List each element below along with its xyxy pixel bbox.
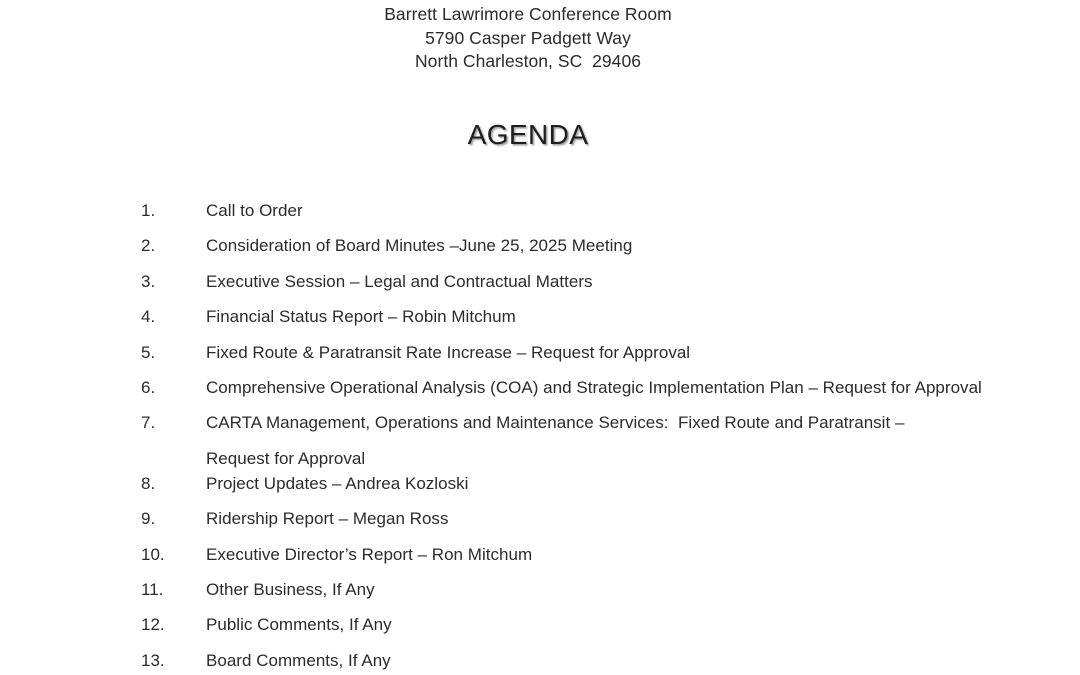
- agenda-item: [0, 612, 1080, 647]
- agenda-item-text: Comprehensive Operational Analysis (COA) and Strategic Implementation Plan – Request for Approval: [206, 377, 982, 397]
- agenda-item: [0, 542, 1080, 577]
- agenda-item-number: 7.: [141, 413, 156, 433]
- agenda-item-number: 5.: [141, 342, 156, 362]
- agenda-item: [0, 648, 1080, 675]
- agenda-item-text: Executive Session – Legal and Contractual Matters: [206, 271, 593, 291]
- agenda-item-text: Board Comments, If Any: [206, 650, 391, 670]
- agenda-item-text: Executive Director’s Report – Ron Mitchum: [206, 544, 533, 564]
- agenda-item: [0, 471, 1080, 506]
- agenda-item: [0, 233, 1080, 268]
- agenda-item-text: Ridership Report – Megan Ross: [206, 509, 449, 529]
- agenda-item-number: 3.: [141, 271, 156, 291]
- letterhead-line-street: 5790 Casper Padgett Way: [425, 27, 631, 48]
- agenda-item-number: 13.: [141, 650, 165, 670]
- agenda-item-text: Financial Status Report – Robin Mitchum: [206, 307, 516, 327]
- agenda-item: [0, 340, 1080, 375]
- page-title: AGENDA: [467, 119, 589, 150]
- agenda-item-text: CARTA Management, Operations and Maintenance Services: Fixed Route and Paratransit –: [206, 413, 905, 433]
- agenda-item-number: 12.: [141, 615, 165, 635]
- letterhead-line-venue: Barrett Lawrimore Conference Room: [384, 4, 672, 24]
- agenda-item: [0, 198, 1080, 233]
- agenda-item-number: 11.: [141, 580, 164, 600]
- agenda-item: [0, 269, 1080, 304]
- agenda-item: [0, 375, 1080, 410]
- agenda-item-text: Fixed Route & Paratransit Rate Increase – Request for Approval: [206, 342, 691, 362]
- agenda-item-number: 10.: [141, 544, 165, 564]
- agenda-item-number: 1.: [141, 201, 156, 220]
- agenda-item-number: 4.: [141, 307, 156, 327]
- agenda-item-text: Project Updates – Andrea Kozloski: [206, 473, 469, 493]
- agenda-item-number: 9.: [141, 509, 156, 529]
- agenda-item-text: Public Comments, If Any: [206, 615, 392, 635]
- agenda-item-number: 8.: [141, 473, 156, 493]
- agenda-item-text: Consideration of Board Minutes –June 25, 2025 Meeting: [206, 236, 633, 256]
- letterhead-line-city: North Charleston, SC 29406: [414, 51, 642, 71]
- agenda-item-number: 2.: [141, 236, 156, 256]
- agenda-item: [0, 577, 1080, 612]
- agenda-item: [0, 304, 1080, 339]
- agenda-item-text: Call to Order: [206, 201, 303, 220]
- letterhead: [0, 3, 1056, 74]
- agenda-item: [0, 506, 1080, 541]
- agenda-item-text-continuation: Request for Approval: [206, 448, 366, 468]
- agenda-item-number: 6.: [141, 377, 156, 397]
- agenda-list: [0, 198, 1080, 675]
- agenda-item-text: Other Business, If Any: [206, 580, 375, 600]
- agenda-item: [0, 410, 1080, 471]
